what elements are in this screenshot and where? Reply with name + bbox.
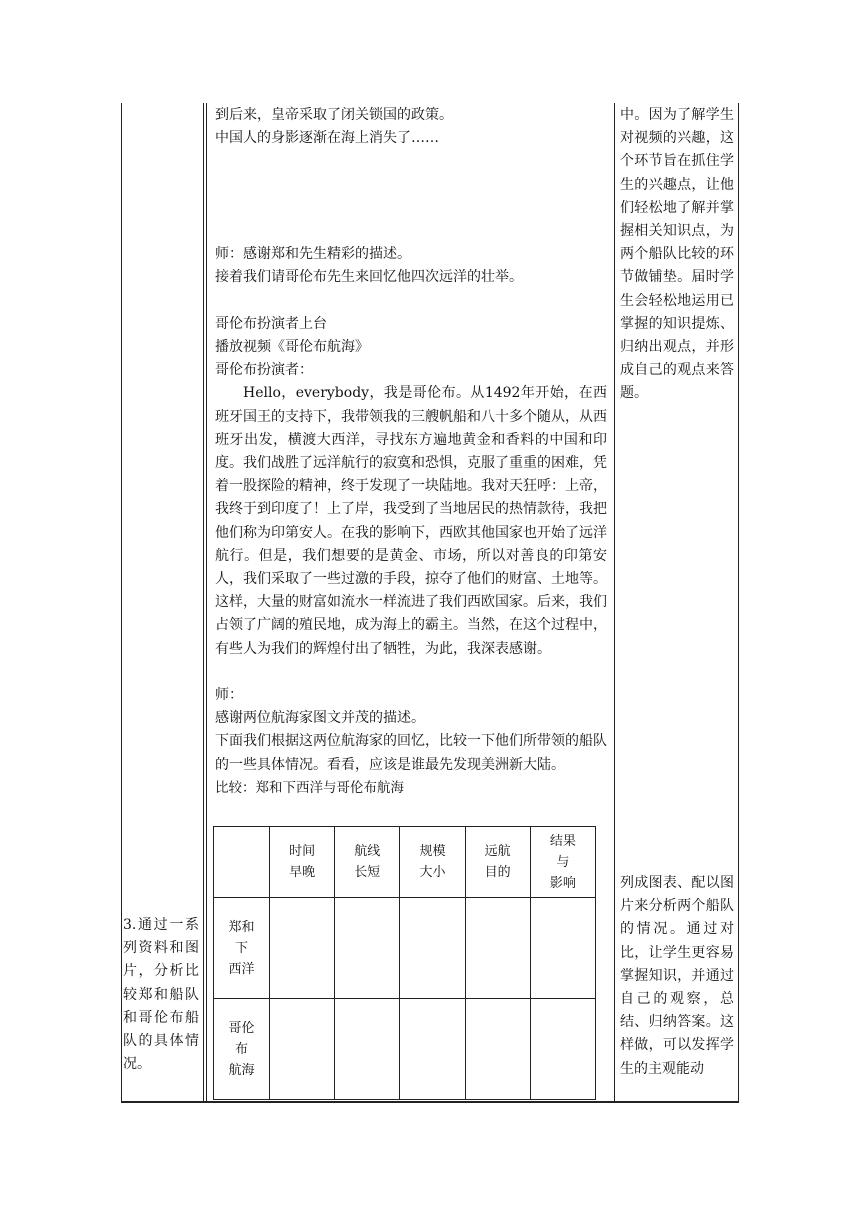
comparison-table [213, 826, 596, 1100]
teacher-line: 感谢两位航海家图文并茂的描述。 [215, 710, 425, 727]
table-cell [465, 999, 530, 1100]
table-cell [530, 999, 595, 1100]
lesson-content [215, 104, 607, 800]
table-border-col3 [614, 103, 615, 1102]
teacher-line: 下面我们根据这两位航海家的回忆，比较一下他们所带领的船队的一些具体情况。看看，应该是谁最先发现美洲新大陆。 [215, 733, 607, 773]
table-border-right [738, 103, 739, 1102]
text-line: 到后来，皇帝采取了闭关锁国的政策。 [215, 107, 453, 123]
table-cell [465, 898, 530, 999]
table-cell [335, 898, 400, 999]
header-cell-scale: 规模 大小 [400, 827, 465, 898]
design-note-top: 中。因为了解学生对视频的兴趣，这个环节旨在抓住学生的兴趣点，让他们轻松地了解并掌握相关知识点，为两个船队比较的环节做铺垫。届时学生会轻松地运用已掌握的知识提炼、归纳出观点，并形成自己的观点来答题。 [620, 107, 734, 402]
stage-direction: 播放视频《哥伦布航海》 [215, 338, 369, 355]
table-header-row [214, 827, 596, 898]
header-cell-result: 结果 与 影响 [530, 827, 595, 898]
table-cell [400, 999, 465, 1100]
stage-direction: 哥伦布扮演者： [215, 362, 313, 379]
header-cell-route: 航线 长短 [335, 827, 400, 898]
table-cell [530, 898, 595, 999]
teacher-line: 师： [215, 686, 243, 703]
table-border-left [121, 103, 122, 1102]
teacher-line: 师：感谢郑和先生精彩的描述。 [215, 246, 411, 263]
header-cell-empty [214, 827, 270, 898]
table-border-bottom [121, 1101, 739, 1103]
table-border-col1 [203, 103, 204, 1102]
table-cell [270, 898, 335, 999]
table-border-col2a [206, 103, 207, 1102]
row-label-columbus: 哥伦 布 航海 [214, 999, 270, 1100]
text-line: 中国人的身影逐渐在海上消失了…… [215, 130, 439, 147]
table-cell [400, 898, 465, 999]
compare-label: 比较：郑和下西洋与哥伦布航海 [215, 779, 404, 796]
teacher-line: 接着我们请哥伦布先生来回忆他四次远洋的壮举。 [215, 269, 523, 286]
table-cell [270, 999, 335, 1100]
table-row [214, 999, 596, 1100]
header-cell-purpose: 远航 目的 [465, 827, 530, 898]
stage-direction: 哥伦布扮演者上台 [215, 315, 327, 332]
table-row [214, 898, 596, 999]
step-description: 3.通过一系列资料和图片，分析比较郑和船队和哥伦布船队的具体情况。 [123, 917, 199, 1073]
header-cell-time: 时间 早晚 [270, 827, 335, 898]
row-label-zhenghe: 郑和 下 西洋 [214, 898, 270, 999]
table-cell [335, 999, 400, 1100]
design-note-bottom: 列成图表、配以图片来分析两个船队的情况。通过对比，让学生更容易掌握知识，并通过自己的观察，总结、归纳答案。这样做，可以发挥学生的主观能动 [620, 875, 734, 1077]
columbus-speech: Hello，everybody，我是哥伦布。从1492年开始，在西班牙国王的支持下，我带领我的三艘帆船和八十多个随从，从西班牙出发，横渡大西洋，寻找东方遍地黄金和香料的中国和印度。我们战胜了远洋航行的寂寞和恐惧，克服了重重的困难，凭着一股探险的精神，终于发现了一块陆地。我对天狂呼：上帝，我终于到印度了！上了岸，我受到了当地居民的热情款待，我把他们称为印第安人。在我的影响下，西欧其他国家也开始了远洋航行。但是，我们想要的是黄金、市场，所以对善良的印第安人，我们采取了一些过激的手段，掠夺了他们的财富、土地等。这样，大量的财富如流水一样流进了我们西欧国家。后来，我们占领了广阔的殖民地，成为海上的霸主。当然，在这个过程中，有些人为我们的辉煌付出了牺牲，为此，我深表感谢。 [215, 385, 607, 657]
